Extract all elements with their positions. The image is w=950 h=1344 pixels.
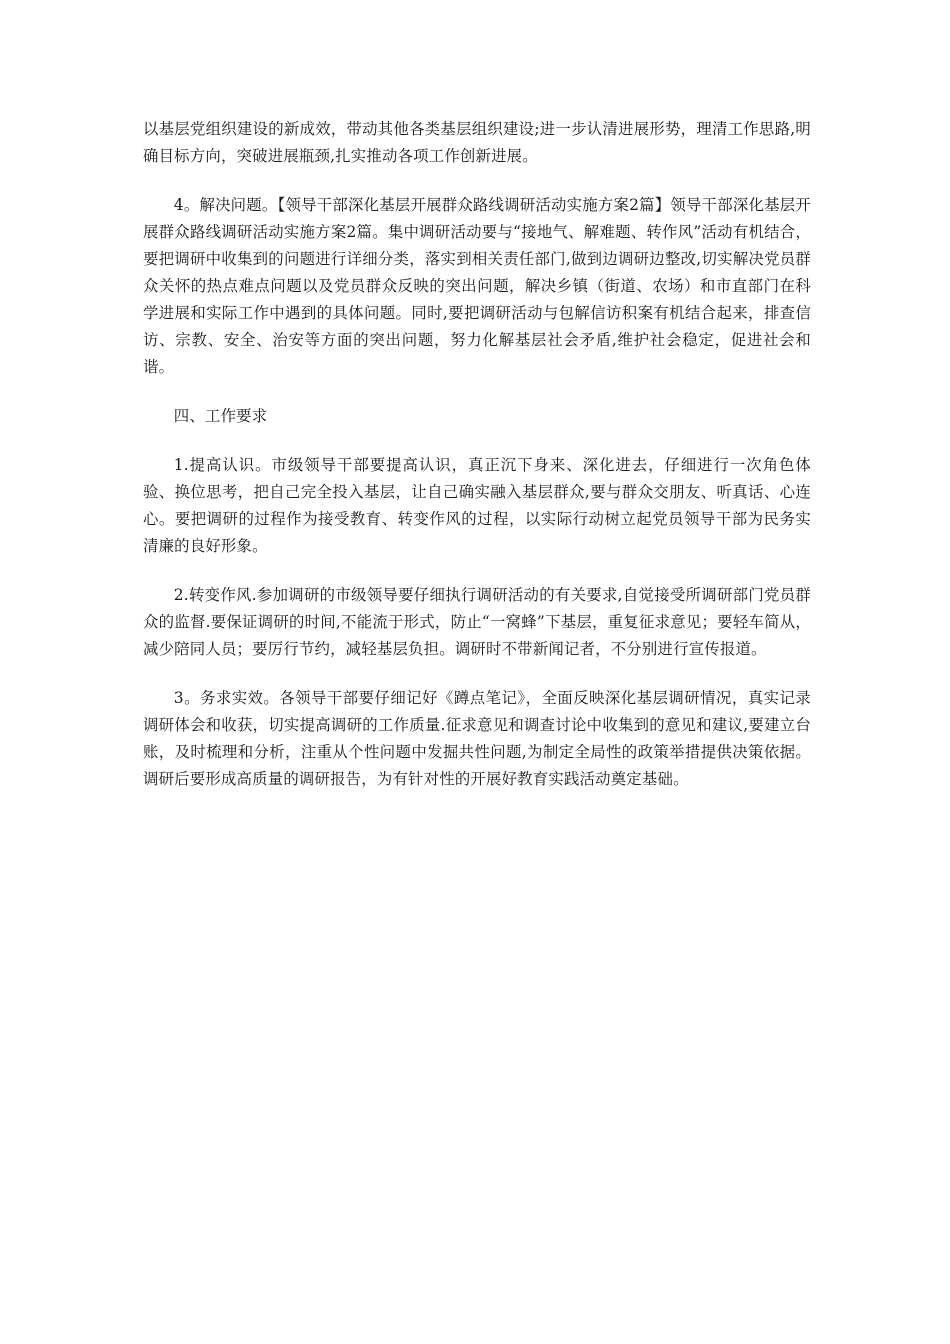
document-body xyxy=(143,116,811,815)
paragraph-raise-awareness: 1.提高认识。市级领导干部要提高认识，真正沉下身来、深化进去，仔细进行一次角色体验、换位思考，把自己完全投入基层，让自己确实融入基层群众,要与群众交朋友、听真话、心连心。要把调研的过程作为接受教育、转变作风的过程，以实际行动树立起党员领导干部为民务实清廉的良好形象。 xyxy=(143,456,811,555)
paragraph-change-style: 2.转变作风.参加调研的市级领导要仔细执行调研活动的有关要求,自觉接受所调研部门党员群众的监督.要保证调研的时间,不能流于形式，防止“一窝蜂”下基层，重复征求意见；要轻车简从，减少陪同人员；要厉行节约，减轻基层负担。调研时不带新闻记者，不分别进行宣传报道。 xyxy=(143,586,811,658)
paragraph-seek-results: 3。务求实效。各领导干部要仔细记好《蹲点笔记》，全面反映深化基层调研情况，真实记录调研体会和收获，切实提高调研的工作质量.征求意见和调查讨论中收集到的意见和建议,要建立台账，及时梳理和分析，注重从个性问题中发掘共性问题,为制定全局性的政策举措提供决策依据。调研后要形成高质量的调研报告，为有针对性的开展好教育实践活动奠定基础。 xyxy=(143,689,811,788)
section-heading-work-requirements: 四、工作要求 xyxy=(173,407,268,425)
paragraph-continuation: 以基层党组织建设的新成效，带动其他各类基层组织建设;进一步认清进展形势，理清工作思路,明确目标方向，突破进展瓶颈,扎实推动各项工作创新进展。 xyxy=(143,120,811,165)
paragraph-solve-problems: 4。解决问题。【领导干部深化基层开展群众路线调研活动实施方案2篇】领导干部深化基层开展群众路线调研活动实施方案2篇。集中调研活动要与“接地气、解难题、转作风”活动有机结合，要把调研中收集到的问题进行详细分类，落实到相关责任部门,做到边调研边整改,切实解决党员群众关怀的热点难点问题以及党员群众反映的突出问题，解决乡镇（街道、农场）和市直部门在科学进展和实际工作中遇到的具体问题。同时,要把调研活动与包解信访积案有机结合起来，排查信访、宗教、安全、治安等方面的突出问题，努力化解基层社会矛盾,维护社会稳定，促进社会和谐。 xyxy=(143,196,811,376)
